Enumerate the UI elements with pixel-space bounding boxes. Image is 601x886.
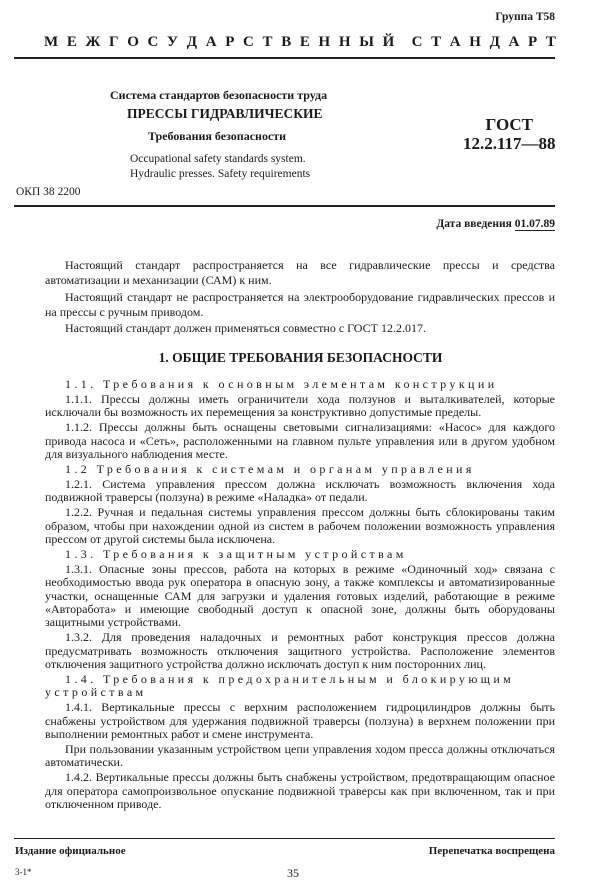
banner-letter: Т — [431, 34, 442, 50]
document-title: ПРЕССЫ ГИДРАВЛИЧЕСКИЕ — [127, 106, 323, 121]
banner-letter: Н — [469, 34, 481, 50]
date-label: Дата введения — [436, 218, 512, 230]
banner-letter: М — [44, 34, 59, 50]
banner-letter: Е — [66, 34, 77, 50]
banner-letter: А — [508, 34, 520, 50]
effective-date — [436, 218, 555, 230]
footer-divider — [14, 838, 555, 840]
subsection-heading: 1.3. Требования к защитным устройствам — [65, 546, 407, 561]
banner-letter: Д — [489, 34, 500, 50]
banner-letter: Н — [338, 34, 351, 50]
okp-code: ОКП 38 2200 — [16, 186, 81, 198]
signature-mark: 3-1* — [15, 867, 32, 878]
banner-letter: Р — [225, 34, 235, 50]
paragraph: 1.4.2. Вертикальные прессы должны быть снабжены устройством, предотвращающим опасное для оператора самопроизвольное опускание подвижной траверсы как при включенном, так и при отключенном приводе. — [45, 770, 555, 812]
english-title-line: Hydraulic presses. Safety requirements — [130, 168, 311, 180]
banner-letter: С — [411, 34, 423, 50]
banner-letter: Н — [318, 34, 331, 50]
header-divider — [14, 205, 555, 207]
paragraph: 1.4.1. Вертикальные прессы с верхним расположением гидроцилиндров должны быть снабжены устройством для удержания подвижной траверсы (ползуна) в верхнем положении при выполнении ремонтных работ и смене инструмента. — [45, 700, 555, 742]
subsection-heading: 1.2 Требования к системам и органам управления — [65, 461, 475, 476]
standards-series: Система стандартов безопасности труда — [110, 88, 328, 102]
paragraph: 1.3.1. Опасные зоны прессов, работа на которых в режиме «Одиночный ход» связана с необходимостью ввода рук оператора в опасную зону, а также комплексы и автоматизированные участки, оснащенные САМ для загрузки и удаления готовых изделий, работающие в режиме «Авторабота» и имеющие свободный доступ к опасной зоне, должны быть оборудованы защитными устройствами. — [45, 561, 555, 630]
gost-number: 12.2.117—88 — [463, 134, 556, 153]
english-title — [130, 152, 310, 182]
banner-letter: Т — [262, 34, 273, 50]
page-number: 35 — [287, 866, 299, 881]
paragraph: Настоящий стандарт должен применяться совместно с ГОСТ 12.2.017. — [65, 321, 426, 335]
banner-letter: Г — [109, 34, 119, 50]
banner-letter: С — [243, 34, 254, 50]
section-body — [45, 378, 555, 812]
paragraph: 1.1.1. Прессы должны иметь ограничители хода ползунов и выталкивателей, которые исключали бы возможность их перемещения за конструктивно допустимые пределы. — [45, 391, 555, 420]
banner-letter: А — [449, 34, 461, 50]
banner-letter: Й — [382, 34, 395, 50]
intro-text — [45, 258, 555, 336]
english-title-line: Occupational safety standards system. — [130, 153, 306, 165]
banner-letter: Е — [299, 34, 310, 50]
paragraph: Настоящий стандарт не распространяется на электрооборудование гидравлических прессов и на прессы с ручным приводом. — [45, 289, 555, 319]
document-flow — [0, 258, 601, 886]
gost-label: ГОСТ — [485, 115, 533, 134]
banner-letter: Т — [545, 34, 556, 50]
banner-letter: Ы — [359, 34, 374, 50]
page-footer — [0, 838, 601, 886]
paragraph: При пользовании указанным устройством цепи управления ходом пресса должны отключаться автоматически. — [45, 742, 555, 770]
banner-letter: В — [281, 34, 292, 50]
group-code: Группа Т58 — [495, 11, 555, 23]
document-subtitle: Требования безопасности — [148, 129, 287, 143]
subsection-heading: 1.1. Требования к основным элементам конструкции — [65, 377, 498, 391]
reprint-prohibited: Перепечатка воспрещена — [428, 845, 555, 858]
paragraph: Настоящий стандарт распространяется на все гидравлические прессы и средства автоматизации и механизации (САМ) к ним. — [45, 258, 555, 287]
banner-letter: С — [147, 34, 159, 50]
interstate-standard-banner — [44, 34, 556, 51]
banner-letter: Д — [186, 34, 198, 50]
banner-letter: Р — [528, 34, 538, 50]
date-value: 01.07.89 — [514, 218, 555, 230]
banner-letter: У — [167, 34, 179, 50]
subsection-heading: 1.4. Требования к предохранительным и блокирующим устройствам — [45, 672, 515, 700]
gost-designation — [463, 115, 556, 153]
section-heading: 1. ОБЩИЕ ТРЕБОВАНИЯ БЕЗОПАСНОСТИ — [158, 350, 443, 365]
paragraph: 1.2.1. Система управления прессом должна исключать возможность включения хода подвижной траверсы (ползуна) в режиме «Наладка» от педали. — [45, 476, 555, 505]
paragraph: 1.1.2. Прессы должны быть оснащены световыми сигнализациями: «Насос» для каждого привода насоса и «Сеть», расположенными на главном пульте управления или в другом удобном для визуального наблюдения месте. — [45, 420, 555, 462]
paragraph: 1.2.2. Ручная и педальная системы управления прессом должны быть сблокированы таким образом, чтобы при нахождении одной из систем в рабочем положении возможность управления прессом от другой системы была исключена. — [45, 505, 555, 546]
banner-letter: О — [127, 34, 139, 50]
banner-letter: А — [205, 34, 217, 50]
official-edition: Издание официальное — [15, 845, 126, 858]
top-divider — [14, 57, 555, 59]
paragraph: 1.3.2. Для проведения наладочных и ремонтных работ конструкция прессов должна предусматривать возможность отключения защитного устройства. Расположение элементов отключения защитного устройства должно исключать доступ к ним посторонних лиц. — [45, 630, 555, 672]
banner-letter: Ж — [85, 34, 101, 50]
